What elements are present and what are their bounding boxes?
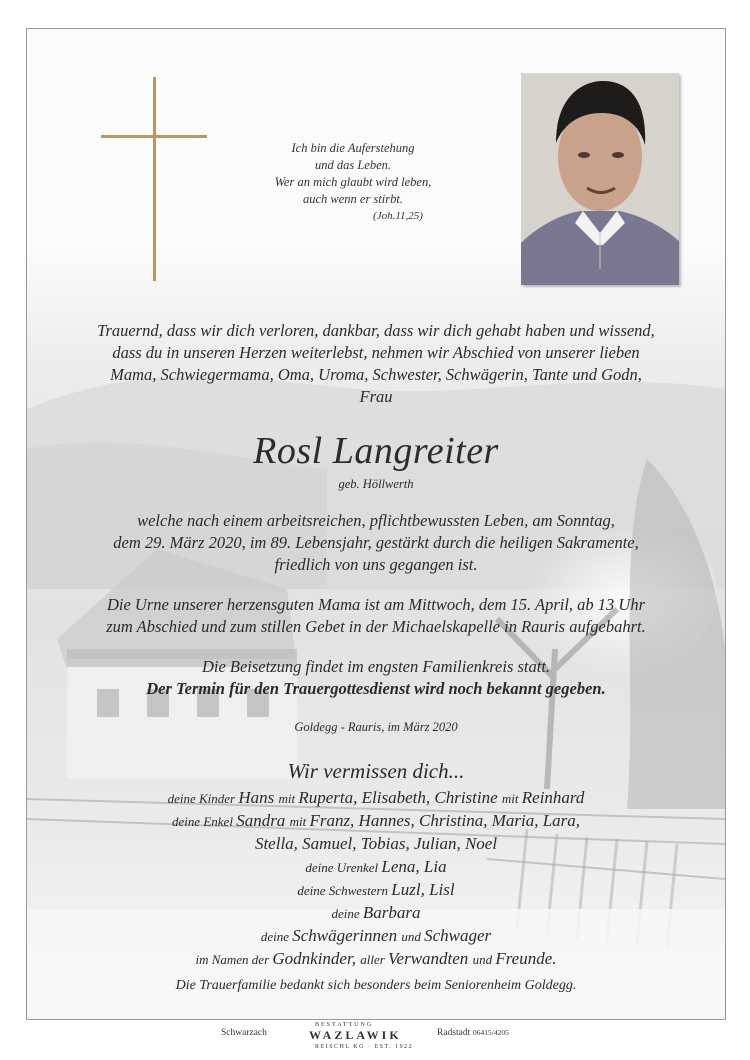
mourner-name: Freunde. (495, 949, 557, 968)
closing-thanks: Die Trauerfamilie bedankt sich besonders beim Seniorenheim Goldegg. (175, 978, 577, 993)
mourner-name: Luzl, Lisl (391, 880, 455, 899)
funeral-notice: Die Beisetzung findet im engsten Familienkreis statt. (201, 657, 551, 676)
intro-text (27, 320, 725, 408)
footer-location-right: Radstadt (437, 1028, 471, 1038)
mourner-line (27, 810, 725, 833)
mourners-heading: Wir vermissen dich... (287, 759, 465, 783)
mourner-name: Sandra (236, 811, 290, 830)
mourner-relation: deine Schwestern (297, 883, 392, 898)
cross-icon (153, 77, 156, 281)
verse-line: Ich bin die Auferstehung (291, 141, 415, 155)
obituary-card (26, 28, 726, 1020)
verse-line: auch wenn er stirbt. (303, 192, 403, 206)
death-notice-line: welche nach einem arbeitsreichen, pflichtbewussten Leben, am Sonntag, (137, 511, 615, 530)
footer-location-left: Schwarzach (221, 1028, 267, 1038)
mourner-name: Hans (238, 788, 279, 807)
intro-line: Frau (359, 387, 393, 406)
verse-line: Wer an mich glaubt wird leben, (274, 175, 432, 189)
mourner-line (27, 925, 725, 948)
funeral-home-footer (0, 1020, 750, 1060)
service-notice: Der Termin für den Trauergottesdienst wird noch bekannt gegeben. (146, 679, 606, 698)
mourners-list (27, 787, 725, 971)
intro-line: Trauernd, dass wir dich verloren, dankbar, dass wir dich gehabt haben und wissend, (97, 321, 655, 340)
death-notice-line: dem 29. März 2020, im 89. Lebensjahr, gestärkt durch die heiligen Sakramente, (113, 533, 639, 552)
intro-line: dass du in unseren Herzen weiterlebst, nehmen wir Abschied von unserer lieben (112, 343, 640, 362)
mourner-relation: und (472, 952, 496, 967)
verse-reference: (Joh.11,25) (373, 210, 423, 222)
mourner-name: Barbara (362, 903, 421, 922)
mourner-relation: aller (360, 952, 389, 967)
birth-name: geb. Höllwerth (338, 477, 414, 491)
mourner-line (27, 902, 725, 925)
mourner-relation: deine Kinder (167, 791, 239, 806)
mourner-name: Verwandten (388, 949, 473, 968)
footer-brand-sub: REISCHL KG · EST. 1922 (315, 1044, 414, 1050)
footer-phone: 06415/4205 (473, 1028, 509, 1037)
mourner-line (27, 787, 725, 810)
mourner-name: Godnkinder, (272, 949, 361, 968)
place-date: Goldegg - Rauris, im März 2020 (294, 720, 458, 734)
mourner-name: Franz, Hannes, Christina, Maria, Lara, (309, 811, 581, 830)
bible-verse (253, 140, 453, 225)
mourner-relation: mit (278, 791, 299, 806)
mourner-line (27, 879, 725, 902)
mourner-line (27, 856, 725, 879)
verse-line: und das Leben. (314, 158, 392, 172)
mourner-relation: und (401, 929, 425, 944)
mourner-name: Schwägerinnen (292, 926, 402, 945)
portrait-photo (521, 73, 679, 285)
death-notice (27, 510, 725, 576)
mourner-name: Lena, Lia (381, 857, 447, 876)
mourner-relation: deine Urenkel (305, 860, 382, 875)
death-notice-line: friedlich von uns gegangen ist. (274, 555, 478, 574)
urn-notice-line: zum Abschied und zum stillen Gebet in der Michaelskapelle in Rauris aufgebahrt. (106, 617, 646, 636)
intro-line: Mama, Schwiegermama, Oma, Uroma, Schwester, Schwägerin, Tante und Godn, (110, 365, 642, 384)
footer-brand-top: BESTATTUNG (315, 1022, 374, 1028)
deceased-name: Rosl Langreiter (253, 430, 499, 472)
mourner-name: Schwager (424, 926, 492, 945)
mourner-relation: im Namen der (195, 952, 273, 967)
mourner-name: Ruperta, Elisabeth, Christine (298, 788, 502, 807)
mourner-relation: deine (331, 906, 363, 921)
mourner-relation: deine (260, 929, 293, 944)
mourner-line (27, 833, 725, 856)
mourner-relation: mit (501, 791, 522, 806)
urn-notice-line: Die Urne unserer herzensguten Mama ist am Mittwoch, dem 15. April, ab 13 Uhr (106, 595, 646, 614)
mourner-relation: mit (289, 814, 310, 829)
mourner-line (27, 948, 725, 971)
mourner-relation: deine Enkel (171, 814, 237, 829)
cross-icon-beam (101, 135, 207, 138)
mourner-name: Stella, Samuel, Tobias, Julian, Noel (254, 834, 498, 853)
footer-brand-logo: WAZLAWIK (309, 1028, 402, 1042)
urn-notice (27, 594, 725, 638)
mourner-name: Reinhard (521, 788, 585, 807)
